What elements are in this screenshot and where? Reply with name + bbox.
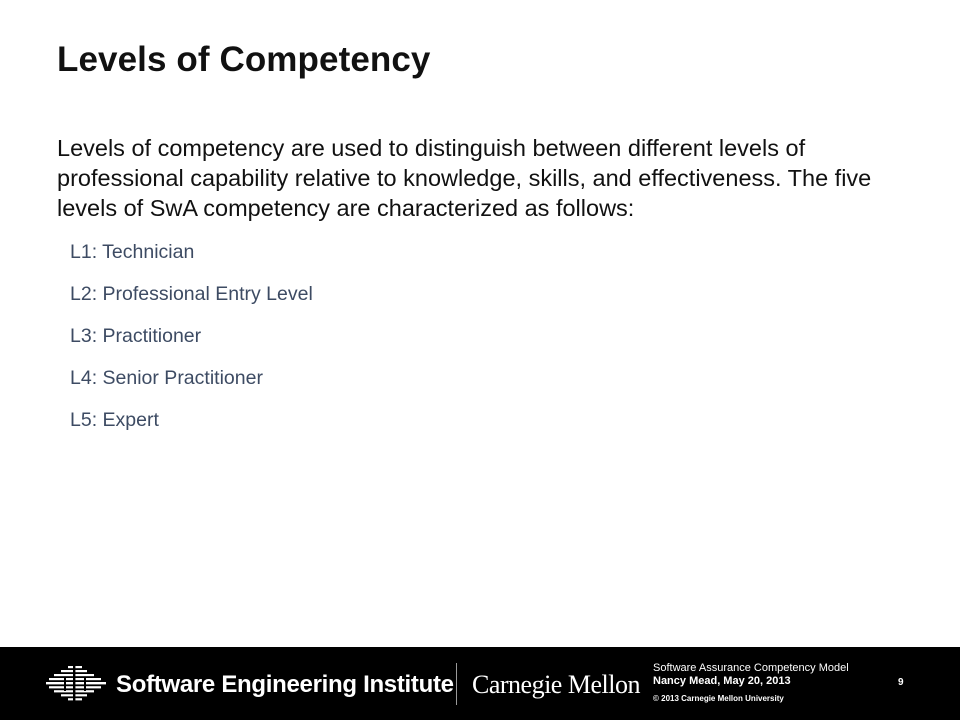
intro-paragraph: Levels of competency are used to distinguish between different levels of professional capability relative to knowledge, skills, and effectiveness. The five levels of SwA competency are characterized as follows:: [57, 135, 872, 221]
institute-name: Software Engineering Institute: [116, 671, 454, 698]
level-item-l5: L5: Expert: [70, 409, 159, 431]
page-number: 9: [898, 677, 904, 688]
presentation-title: Software Assurance Competency Model: [653, 662, 849, 674]
footer-bar: [0, 647, 960, 720]
level-item-l3: L3: Practitioner: [70, 325, 202, 347]
level-item-l1: L1: Technician: [70, 241, 195, 263]
competency-levels-list: [70, 241, 313, 451]
author-date: Nancy Mead, May 20, 2013: [653, 675, 791, 687]
sei-globe-logo-icon: [46, 665, 106, 703]
university-name: Carnegie Mellon: [472, 670, 640, 699]
copyright-notice: © 2013 Carnegie Mellon University: [653, 694, 784, 703]
presentation-info: [653, 662, 849, 704]
footer-divider: [456, 663, 457, 705]
level-item-l2: L2: Professional Entry Level: [70, 283, 313, 305]
slide-title: Levels of Competency: [57, 40, 431, 79]
level-item-l4: L4: Senior Practitioner: [70, 367, 263, 389]
